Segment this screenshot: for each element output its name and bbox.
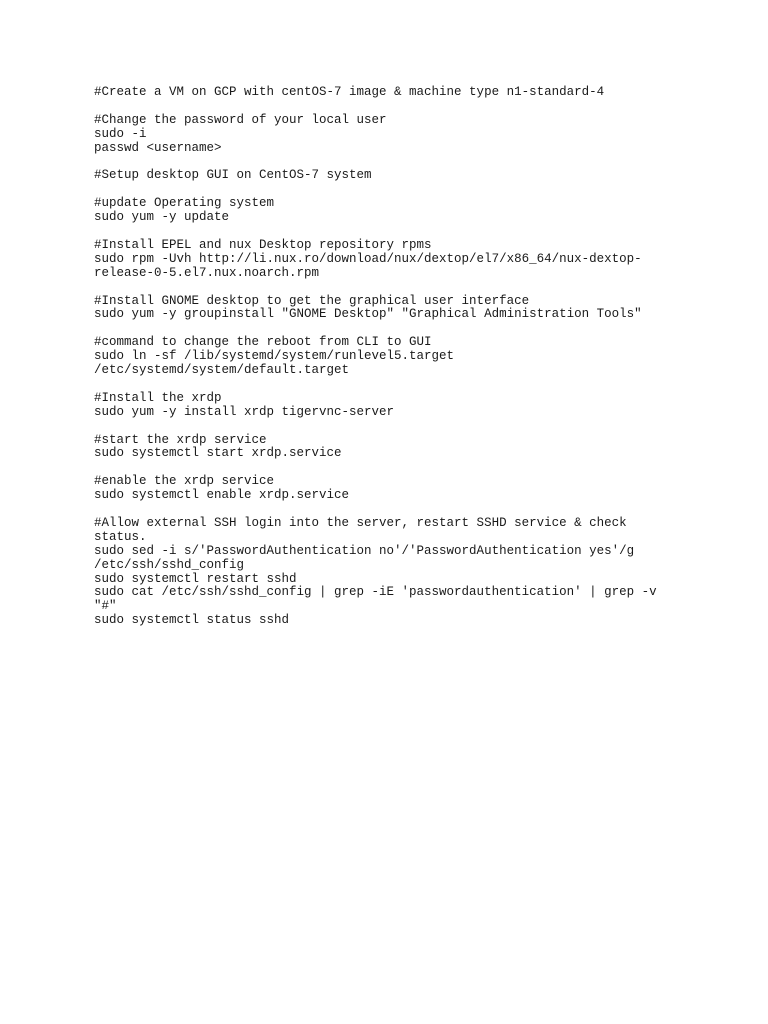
text-block-5	[94, 239, 694, 281]
text-line: #Change the password of your local user	[94, 112, 387, 127]
text-block-6	[94, 295, 694, 323]
text-block-3	[94, 169, 694, 183]
text-line: #Allow external SSH login into the server, restart SSHD service & check	[94, 515, 627, 530]
text-line: passwd <username>	[94, 140, 222, 155]
text-line: sudo -i	[94, 126, 147, 141]
text-block-2	[94, 114, 694, 156]
text-line: sudo yum -y install xrdp tigervnc-server	[94, 404, 395, 419]
text-line: #Install the xrdp	[94, 390, 222, 405]
text-line: sudo yum -y groupinstall "GNOME Desktop" "Graphical Administration Tools"	[94, 307, 642, 322]
text-line: sudo systemctl start xrdp.service	[94, 446, 342, 461]
text-line: #enable the xrdp service	[94, 474, 275, 489]
text-line: /etc/systemd/system/default.target	[94, 363, 350, 378]
text-block-9	[94, 434, 694, 462]
text-line: #start the xrdp service	[94, 432, 267, 447]
text-line: #Setup desktop GUI on CentOS-7 system	[94, 168, 372, 183]
text-block-4	[94, 197, 694, 225]
text-line: #update Operating system	[94, 196, 275, 211]
text-block-10	[94, 475, 694, 503]
text-line: sudo yum -y update	[94, 210, 230, 225]
text-line: sudo cat /etc/ssh/sshd_config | grep -iE 'passwordauthentication' | grep -v	[94, 585, 657, 600]
text-block-7	[94, 336, 694, 378]
text-line: sudo sed -i s/'PasswordAuthentication no'/'PasswordAuthentication yes'/g	[94, 543, 635, 558]
text-line: sudo systemctl enable xrdp.service	[94, 488, 350, 503]
text-line: #Install EPEL and nux Desktop repository rpms	[94, 237, 432, 252]
text-line: sudo ln -sf /lib/systemd/system/runlevel5.target	[94, 349, 455, 364]
text-line: "#"	[94, 599, 117, 614]
text-line: #Create a VM on GCP with centOS-7 image & machine type n1-standard-4	[94, 85, 605, 99]
text-line: sudo rpm -Uvh http://li.nux.ro/download/nux/dextop/el7/x86_64/nux-dextop-	[94, 251, 642, 266]
text-line: status.	[94, 529, 147, 544]
text-block-11	[94, 517, 694, 628]
text-line: release-0-5.el7.nux.noarch.rpm	[94, 265, 320, 280]
text-line: sudo systemctl restart sshd	[94, 571, 297, 586]
text-block-1	[94, 86, 694, 100]
text-line: sudo systemctl status sshd	[94, 613, 290, 628]
text-line: /etc/ssh/sshd_config	[94, 557, 245, 572]
text-line: #Install GNOME desktop to get the graphical user interface	[94, 293, 530, 308]
document-text	[94, 86, 694, 642]
text-line: #command to change the reboot from CLI to GUI	[94, 335, 432, 350]
text-block-8	[94, 392, 694, 420]
